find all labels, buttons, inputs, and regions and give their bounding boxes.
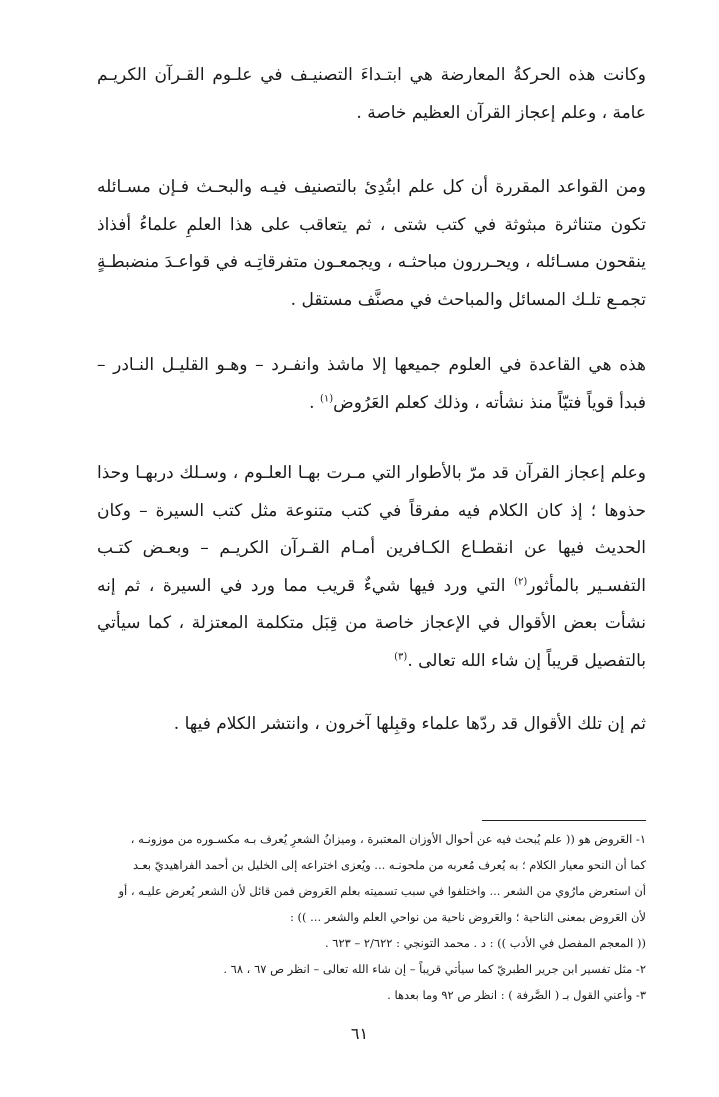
footnote-1-line-2: كما أن النحو معيار الكلام ؛ به يُعرف مُعربه من ملحونـه ... ويُعزى اختراعه إلى الخليل بن أحمد الفراهيديّ بعـد (132, 858, 646, 872)
footnote-2: ٢- مثل تفسير ابن جرير الطبريّ كما سيأتي قريباً – إن شاء الله تعالى – انظر ص ٦٧ ، ٦٨ . (223, 962, 646, 976)
footnote-ref-3: (٣) (394, 650, 408, 662)
footnote-1-line-1: ١- العَروض هو (( علم يُبحث فيه عن أحوال الأوزان المعتبرة ، وميزانُ الشعرِ يُعرف بـه مكسـوره من موزونـه ، (130, 832, 646, 846)
footnote-1-line-3: أن استعرض مارُوي من الشعر ... واختلفوا في سبب تسميته بعلم العَروض فمن قائل لأن الشعر يُعرض عليـه ، أو (118, 884, 646, 898)
paragraph-2: ومن القواعد المقررة أن كل علم ابتُدِئ بالتصنيف فيـه والبحـث فـإن مسـائله تكون متناثرة مبثوثة في كتب شتى ، ثم يتعاقب على هذا العلمِ علماءُ أفذاذ ينقحون مسـائله ، ويحـررون مباحثـه ، ويجمعـون متفرقاتِـه في قواعـدَ منضبطـةٍ تجمـع تلـك المسائل والمباحث في مصنَّف مستقل . (97, 177, 646, 310)
footnote-3: ٣- وأعني القول بـ ( الصَّرفة ) : انظر ص ٩٢ وما بعدها . (387, 988, 646, 1002)
footnote-ref-1: (١) (319, 392, 334, 404)
paragraph-4 (97, 455, 646, 680)
footnotes (97, 826, 646, 1008)
paragraph-3-text: هذه هي القاعدة في العلوم جميعها إلا ماشذ وانفـرد – وهـو القليـل النـادر – فبدأ قوياً فتيّاً منذ نشأته ، وذلك كعلم العَرُوض (97, 355, 646, 413)
paragraph-4-continuation: التي ورد فيها شيءٌ قريب مما ورد في السيرة ، ثم إنه نشأت بعض الأقوال في الإعجاز خاصة من قِبَل متكلمة المعتزلة ، كما سيأتي بالتفصيل قريباً إن شاء الله تعالى . (97, 575, 646, 671)
footnote-1-line-5: (( المعجم المفصل في الأدب )) : د . محمد التونجي : ٢/٦٢٢ – ٦٢٣ . (324, 936, 646, 950)
page-number: ٦١ (350, 1024, 369, 1043)
footnote-1-line-4: لأن العَروض بمعنى الناحية ؛ والعَروض ناحية من نواحي العلم والشعر ... )) : (289, 910, 646, 924)
paragraph-1: وكانت هذه الحركةُ المعارضة هي ابتـداءَ التصنيـف في علـوم القـرآن الكريـم عامة ، وعلم إعجاز القرآن العظيم خاصة . (97, 65, 646, 123)
paragraph-5: ثم إن تلك الأقوال قد ردّها علماء وقبِلها آخرون ، وانتشر الكلام فيها . (173, 714, 646, 734)
paragraph-4-text: وعلم إعجاز القرآن قد مرّ بالأطوار التي مـرت بهـا العلـوم ، وسـلك دربهـا وحذا حذوها ؛ إذ كان الكلام فيه مفرقاً في كتب متنوعة مثل كتب السيرة – وكان الحديث فيها عن انقطـاع الكـافرين أمـام القـرآن الكريـم – وبعـض كتـب التفسـير بالمأثور (97, 463, 646, 596)
paragraph-3-end: . (309, 392, 320, 413)
footnote-ref-2: (٢) (514, 575, 528, 587)
footnote-separator (482, 820, 646, 821)
paragraph-3 (97, 347, 646, 422)
